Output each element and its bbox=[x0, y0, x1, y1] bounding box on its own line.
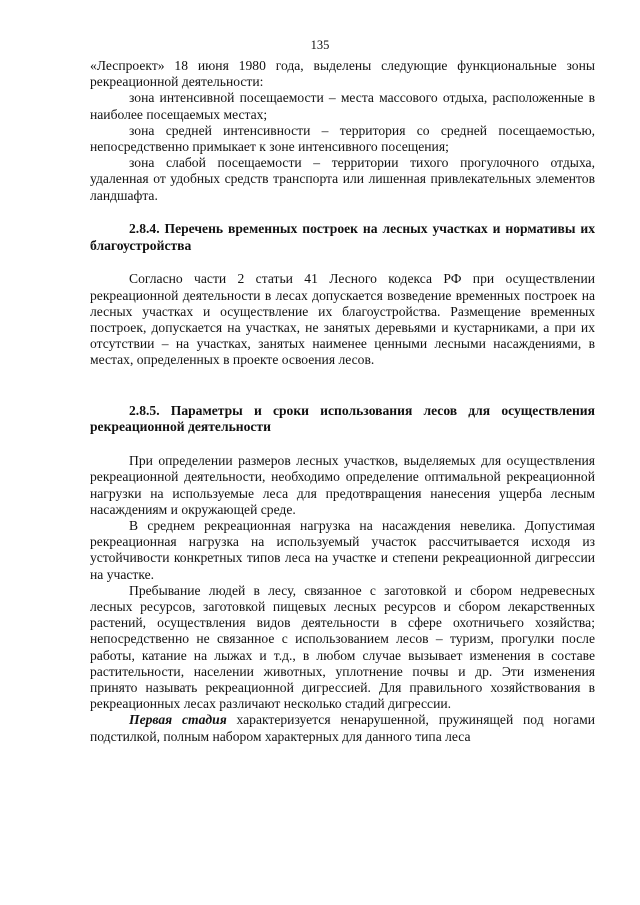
intro-paragraph: «Леспроект» 18 июня 1980 года, выделены следующие функциональные зоны рекреационной деятельности: bbox=[90, 58, 595, 90]
page-number: 135 bbox=[310, 38, 330, 52]
section-heading-2-8-5: 2.8.5. Параметры и сроки использования лесов для осуществления рекреационной деятельности bbox=[90, 402, 595, 435]
spacer bbox=[90, 436, 595, 453]
spacer bbox=[90, 254, 595, 271]
zone-intensive-paragraph: зона интенсивной посещаемости – места массового отдыха, расположенные в наиболее посещаемых местах; bbox=[90, 90, 595, 122]
first-stage-paragraph bbox=[90, 712, 595, 744]
recreational-load-paragraph: В среднем рекреационная нагрузка на насаждения невелика. Допустимая рекреационная нагрузка на используемый участок рассчитывается исходя из устойчивости конкретных типов леса на участке и степени рекреационной дигрессии на участке. bbox=[90, 518, 595, 582]
zone-medium-paragraph: зона средней интенсивности – территория со средней посещаемостью, непосредственно примыкает к зоне интенсивного посещения; bbox=[90, 122, 595, 155]
spacer bbox=[90, 369, 595, 403]
spacer bbox=[90, 204, 595, 221]
digression-paragraph: Пребывание людей в лесу, связанное с заготовкой и сбором недревесных лесных ресурсов, заготовкой пищевых лесных ресурсов и сбором лекарственных растений, осуществления видов деятельности в сфере охотничьего хозяйства; непосредственно не связанное с использованием лесов – туризм, прогулки после работы, катание на лыжах и т.д., в любом случае вызывает изменения в составе растительности, населении животных, уплотнение почвы и др. Эти изменения принято называть рекреационной дигрессией. Для правильного хозяйствования в рекреационных лесах различают несколько стадий дигрессии. bbox=[90, 582, 595, 712]
page-content bbox=[90, 58, 595, 745]
section-heading-2-8-4: 2.8.4. Перечень временных построек на лесных участках и нормативы их благоустройства bbox=[90, 220, 595, 253]
temporary-buildings-paragraph: Согласно части 2 статьи 41 Лесного кодекса РФ при осуществлении рекреационной деятельности в лесах допускается возведение временных построек на лесных участках и осуществление их благоустройства. Размещение временных построек, допускается на участках, не занятых деревьями и кустарниками, а при их отсутствии – на участках, занятых наименее ценными лесными насаждениями, в местах, определенных в проекте освоения лесов. bbox=[90, 271, 595, 368]
plot-size-paragraph: При определении размеров лесных участков, выделяемых для осуществления рекреационной деятельности, необходимо определение оптимальной рекреационной нагрузки на используемые леса для предотвращения нанесения ущерба лесным насаждениям и окружающей среде. bbox=[90, 453, 595, 517]
first-stage-text: характеризуется ненарушенной, пружинящей под ногами подстилкой, полным набором характерных для данного типа леса bbox=[90, 712, 595, 744]
zone-weak-paragraph: зона слабой посещаемости – территории тихого прогулочного отдыха, удаленная от удобных средств транспорта или лишенная привлекательных элементов ландшафта. bbox=[90, 155, 595, 203]
first-stage-term: Первая стадия bbox=[129, 712, 227, 728]
